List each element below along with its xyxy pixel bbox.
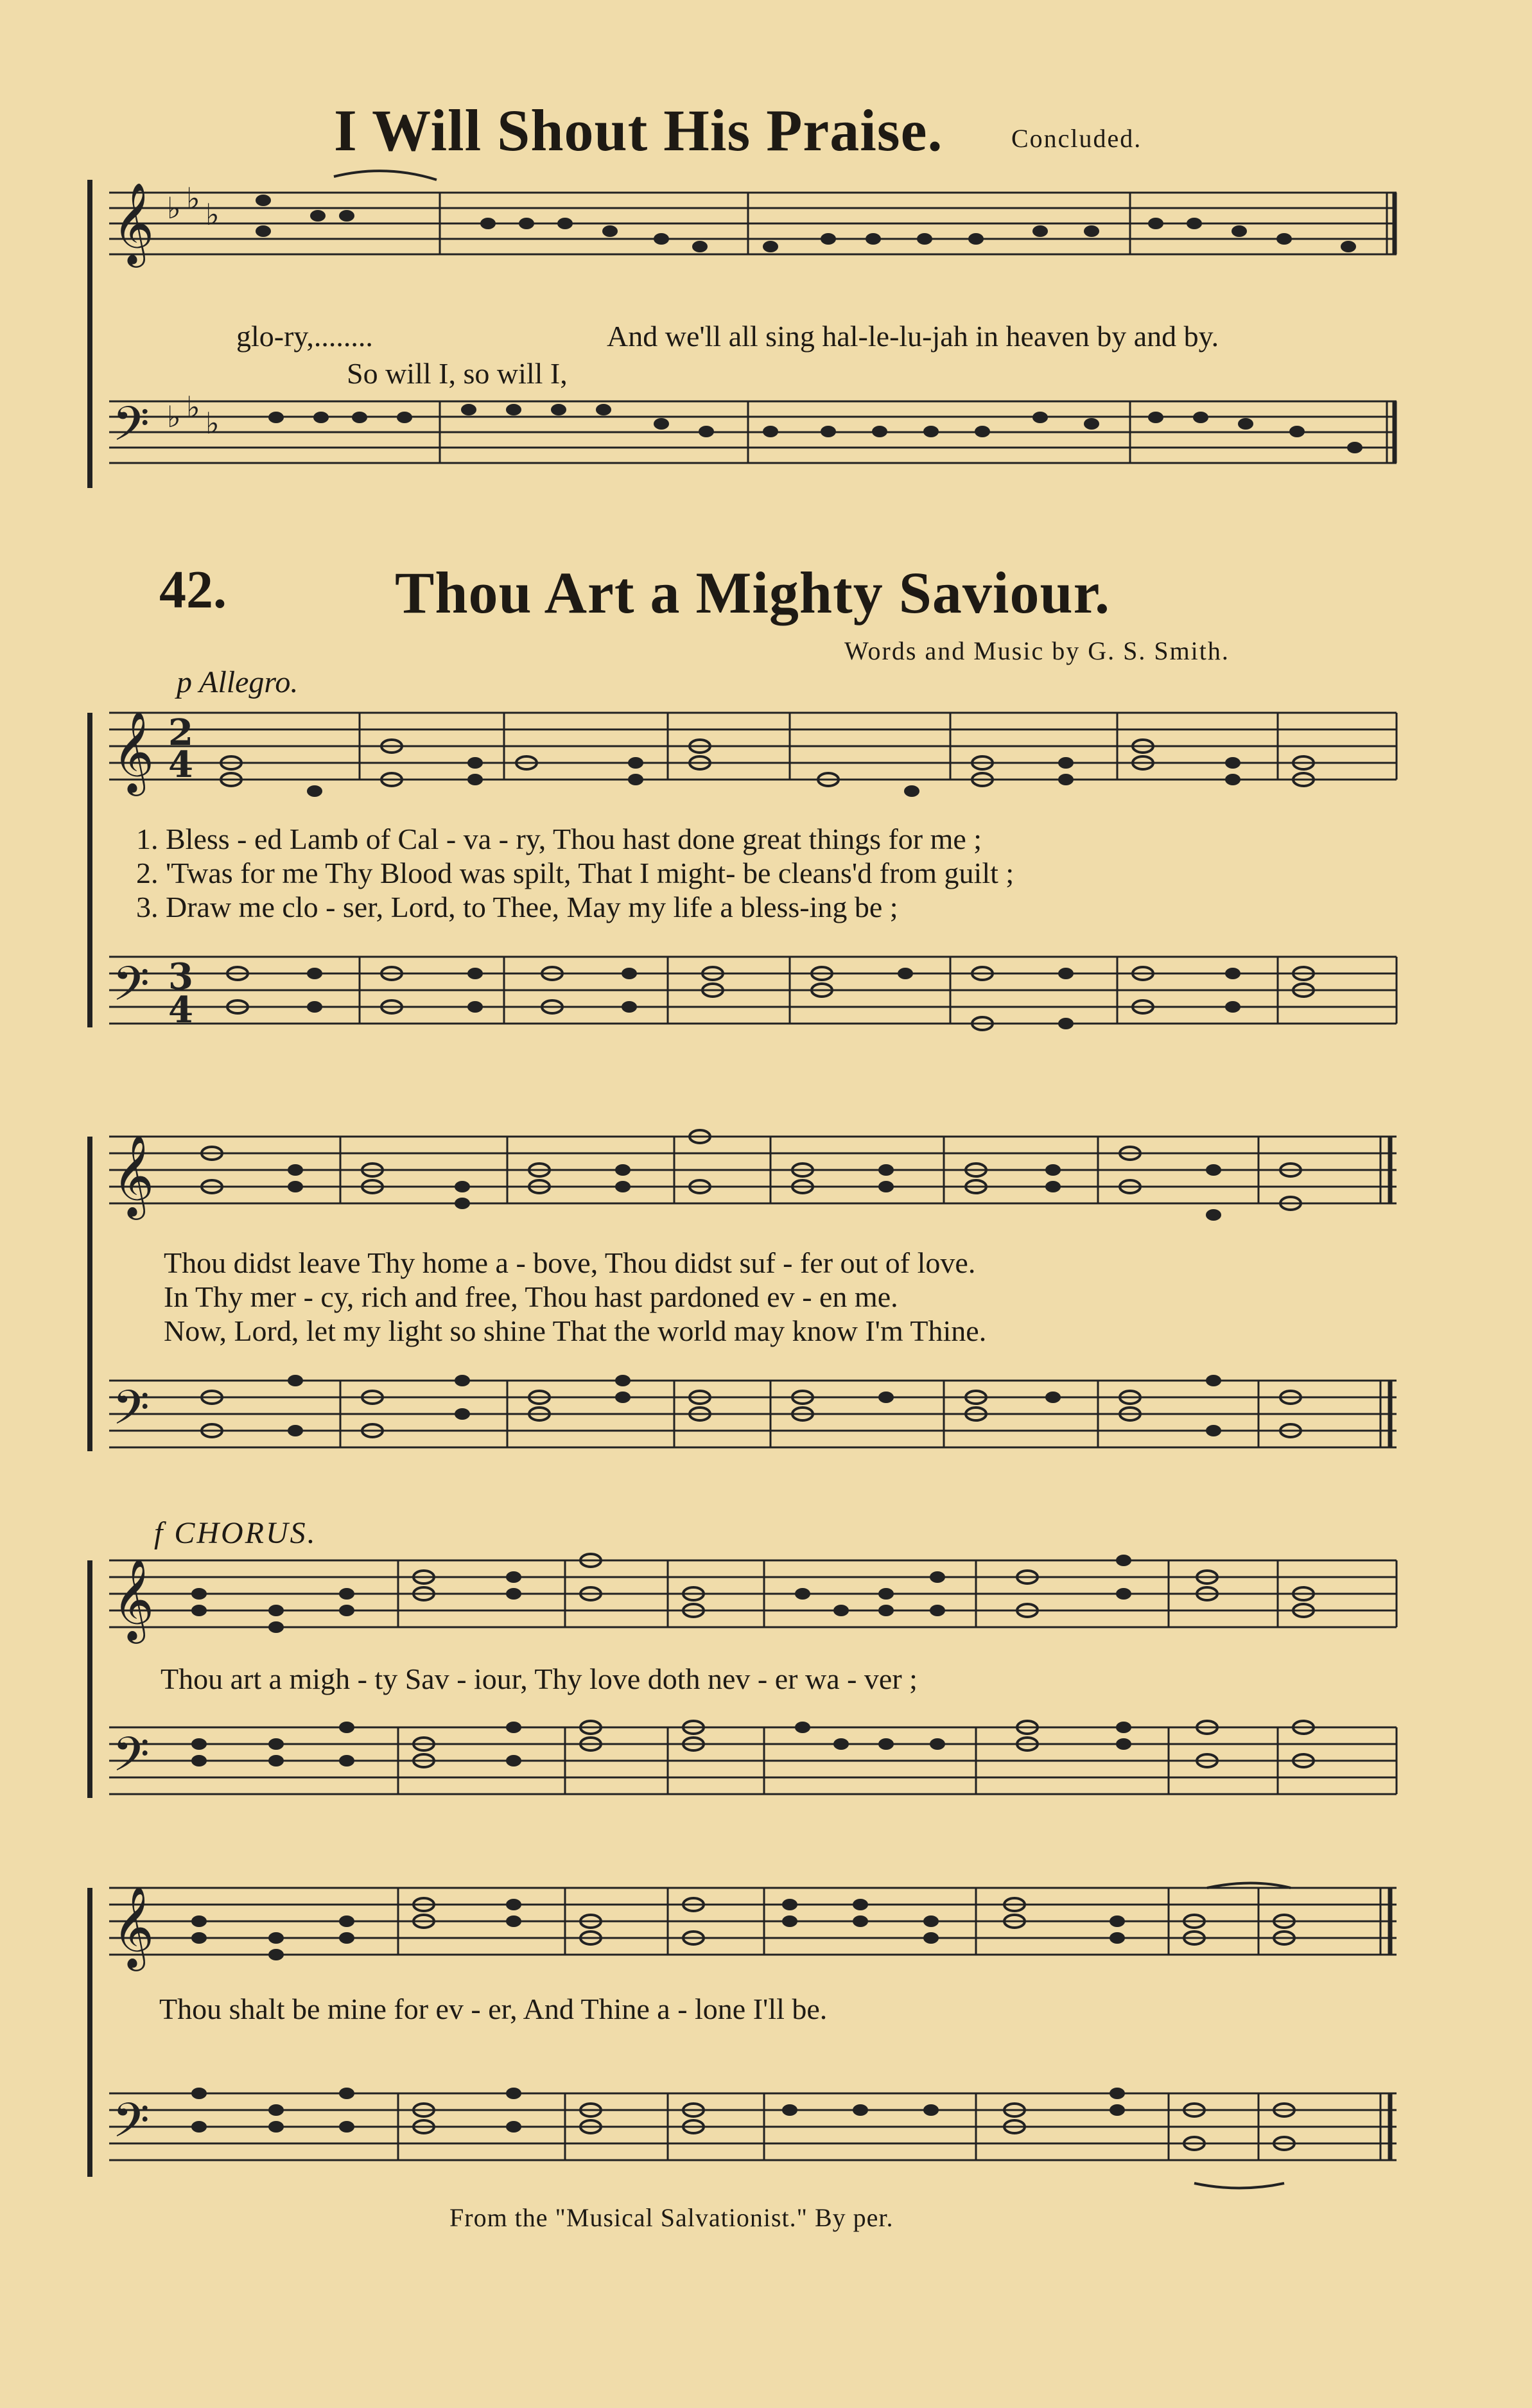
verse-1-line-a: 1. Bless - ed Lamb of Cal - va - ry, Thou hast done great things for me ; [136, 823, 982, 855]
tempo-marking: p Allegro. [177, 665, 299, 699]
verse-2-line-b: In Thy mer - cy, rich and free, Thou hast pardoned ev - en me. [164, 1280, 898, 1313]
svg-text:𝄢: 𝄢 [112, 396, 150, 464]
music-system-5 [0, 1869, 1532, 2203]
section-subtitle: Concluded. [1011, 124, 1142, 153]
verse-2-line-a: 2. 'Twas for me Thy Blood was spilt, That I might- be cleans'd from guilt ; [136, 857, 1014, 889]
svg-text:♭: ♭ [167, 191, 181, 225]
lyric-line: So will I, so will I, [347, 357, 568, 390]
svg-text:𝄞: 𝄞 [112, 1134, 155, 1216]
svg-text:♭: ♭ [186, 181, 200, 216]
svg-text:𝄢: 𝄢 [112, 956, 150, 1024]
hymn-title: Thou Art a Mighty Saviour. [395, 560, 1111, 625]
svg-text:𝄞: 𝄞 [112, 182, 155, 264]
lyric-line: And we'll all sing hal-le-lu-jah in heaven by and by. [607, 320, 1219, 353]
svg-text:𝄢: 𝄢 [112, 1380, 150, 1447]
lyric-line: glo-ry,........ [236, 320, 373, 353]
verse-1-line-b: Thou didst leave Thy home a - bove, Thou didst suf - fer out of love. [164, 1246, 976, 1279]
svg-text:♭: ♭ [205, 406, 220, 441]
hymn-number: 42. [159, 560, 227, 620]
svg-text:♭: ♭ [205, 197, 220, 232]
svg-text:𝄢: 𝄢 [112, 1727, 150, 1794]
verse-3-line-a: 3. Draw me clo - ser, Lord, to Thee, May my life a bless-ing be ; [136, 891, 898, 923]
svg-text:♭: ♭ [186, 390, 200, 424]
svg-text:𝄞: 𝄞 [112, 710, 155, 792]
svg-text:𝄢: 𝄢 [112, 2093, 150, 2160]
svg-text:3: 3 [168, 955, 193, 998]
verse-3-line-b: Now, Lord, let my light so shine That the world may know I'm Thine. [164, 1314, 987, 1347]
hymn-credit: Words and Music by G. S. Smith. [844, 636, 1230, 665]
svg-text:𝄞: 𝄞 [112, 1558, 155, 1640]
chorus-line-1: Thou art a migh - ty Sav - iour, Thy love doth nev - er wa - ver ; [161, 1662, 918, 1695]
source-credit: From the "Musical Salvationist." By per. [449, 2203, 894, 2232]
svg-text:4: 4 [168, 989, 193, 1031]
chorus-marking: f CHORUS. [154, 1516, 317, 1550]
svg-text:4: 4 [168, 744, 193, 786]
section-title: I Will Shout His Praise. [334, 98, 943, 163]
svg-text:2: 2 [168, 711, 193, 754]
svg-text:𝄞: 𝄞 [112, 1885, 155, 1967]
chorus-line-2: Thou shalt be mine for ev - er, And Thine a - lone I'll be. [159, 1993, 828, 2025]
svg-text:♭: ♭ [167, 399, 181, 434]
